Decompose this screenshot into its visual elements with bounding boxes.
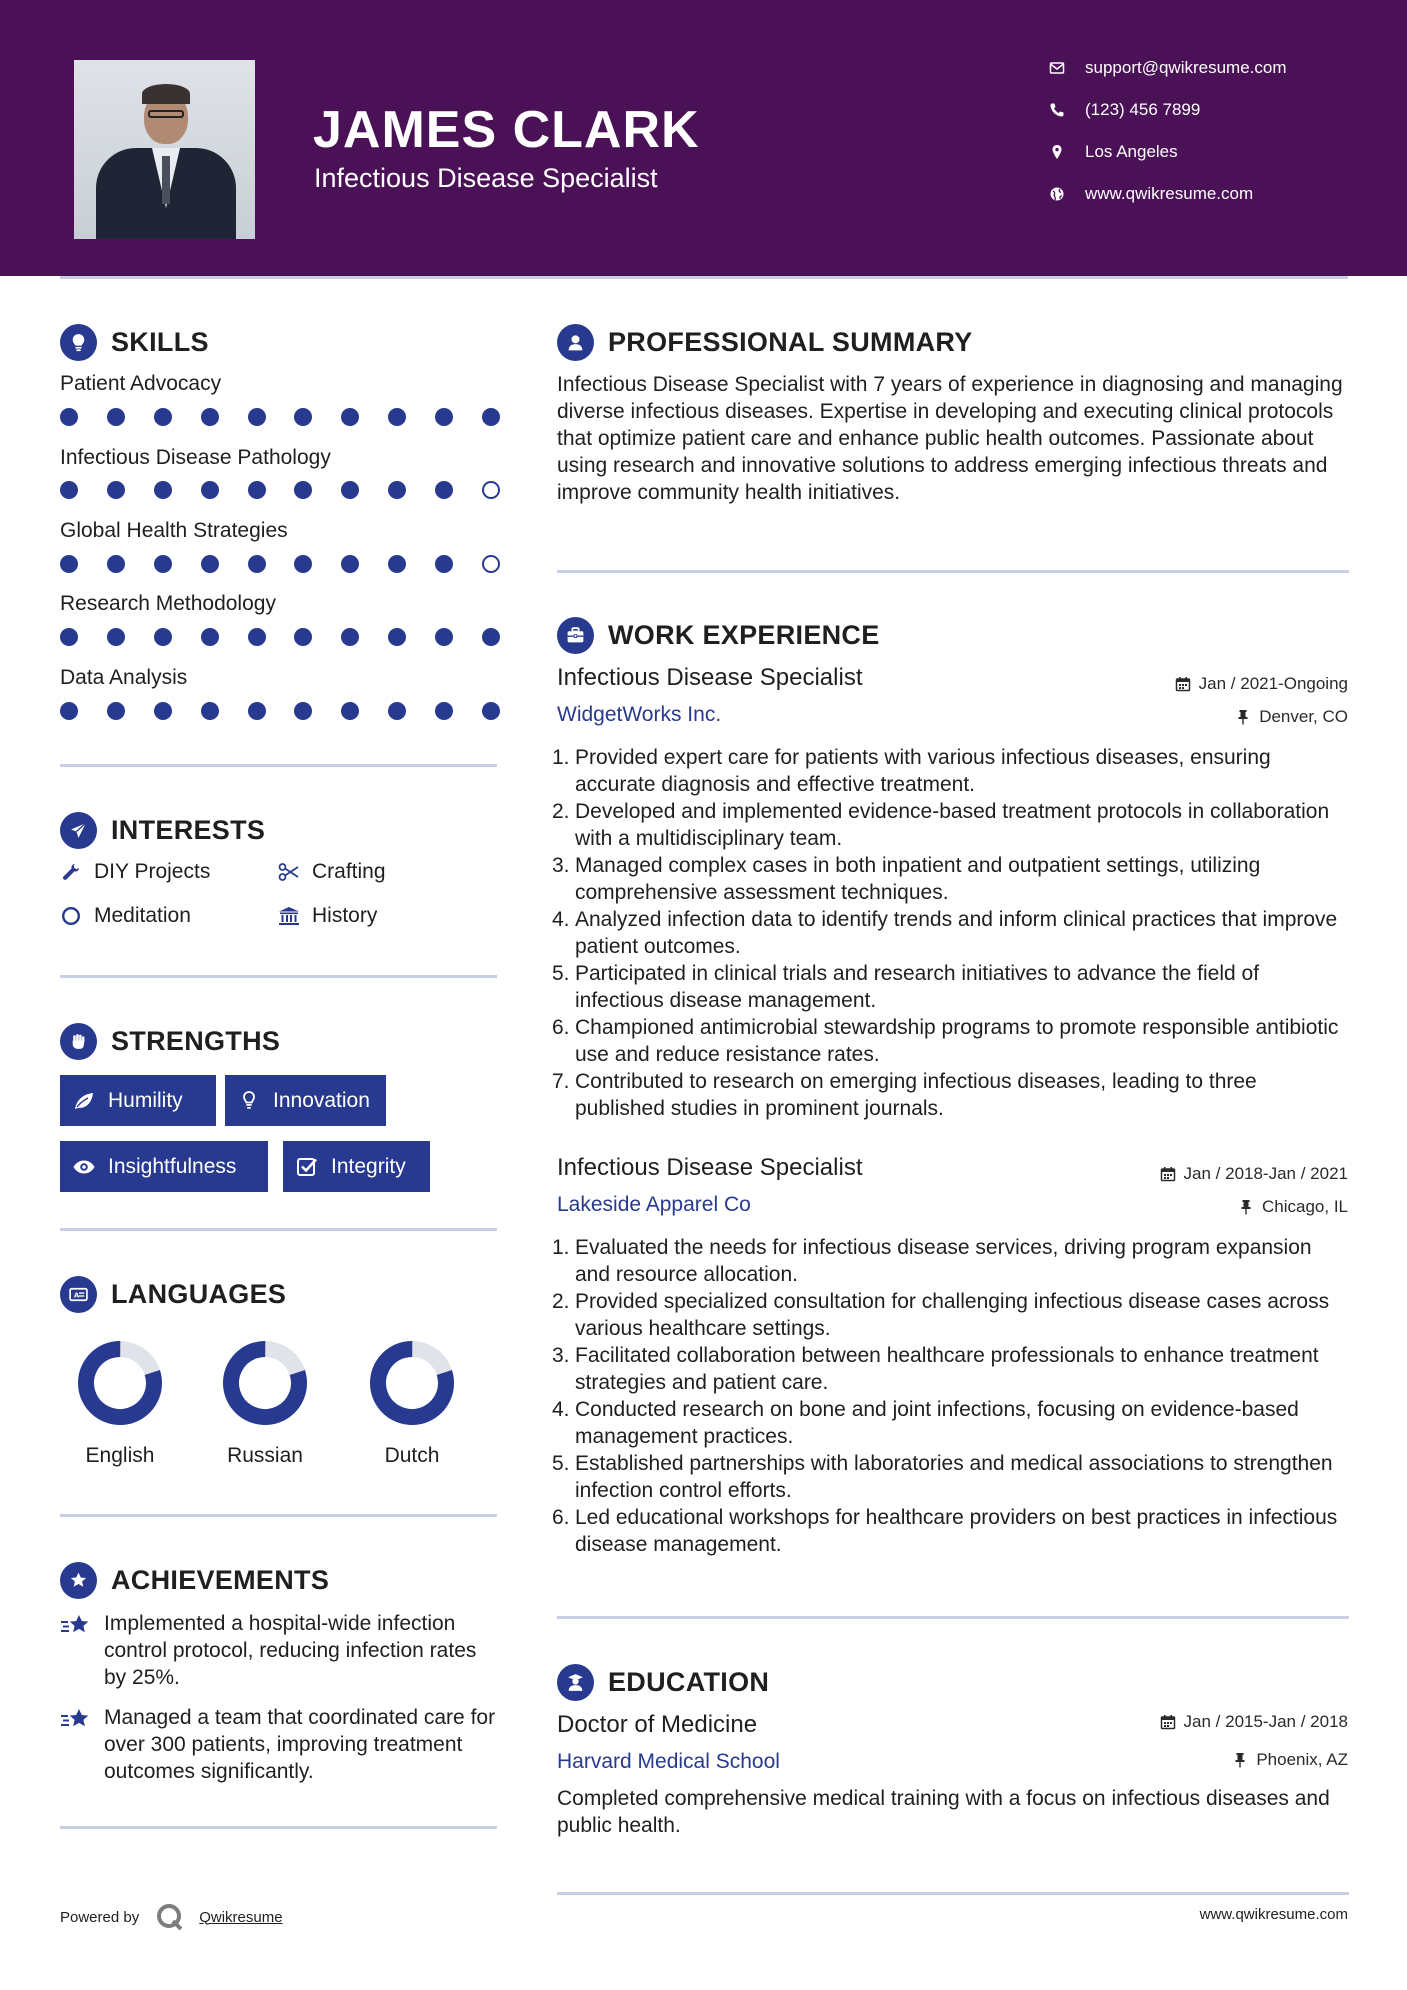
contact-phone-text: (123) 456 7899 — [1085, 100, 1201, 119]
skill-dot-filled — [435, 481, 453, 499]
strengths-title: STRENGTHS — [111, 1026, 281, 1056]
skill-dot-filled — [388, 702, 406, 720]
skills-title: SKILLS — [111, 327, 209, 357]
lightbulb-icon — [237, 1089, 261, 1113]
job-location-text: Denver, CO — [1259, 707, 1348, 726]
language-level-chart — [369, 1340, 455, 1426]
bullet-text: Contributed to research on emerging infectious diseases, leading to three published studies in prominent journals. — [575, 1070, 1257, 1120]
job-title: Infectious Disease Specialist — [557, 664, 863, 691]
map-pin-icon — [1049, 144, 1065, 160]
strength-label: Insightfulness — [108, 1154, 237, 1178]
phone-icon — [1049, 102, 1065, 118]
star-icon — [60, 1612, 92, 1640]
skill-dot-filled — [107, 481, 125, 499]
job-bullet — [552, 1450, 1352, 1504]
svg-text:A: A — [73, 1291, 80, 1300]
strength-label: Humility — [108, 1088, 183, 1112]
job-bullet — [552, 1504, 1352, 1558]
resume-header — [0, 0, 1407, 276]
bullet-number: 4. — [552, 908, 570, 931]
job-bullet — [552, 1068, 1352, 1122]
company-name: WidgetWorks Inc. — [557, 703, 722, 726]
job-bullet — [552, 906, 1352, 960]
paper-plane-icon — [60, 812, 97, 849]
briefcase-icon — [557, 617, 594, 654]
section-divider — [60, 1514, 497, 1517]
job-bullet — [552, 1014, 1352, 1068]
education-description: Completed comprehensive medical training with a focus on infectious diseases and public health. — [557, 1787, 1330, 1837]
strength-tag — [60, 1075, 216, 1126]
bullet-number: 7. — [552, 1070, 570, 1093]
experience-heading — [557, 617, 880, 654]
skill-dot-filled — [435, 702, 453, 720]
pushpin-icon — [1235, 709, 1251, 725]
skill-dot-filled — [201, 555, 219, 573]
language-name: Russian — [227, 1444, 303, 1467]
powered-by-text: Powered by — [60, 1908, 140, 1926]
globe-icon — [1049, 186, 1065, 202]
interest-label: History — [312, 904, 378, 927]
skill-dot-filled — [248, 408, 266, 426]
achievements-title: ACHIEVEMENTS — [111, 1565, 330, 1595]
job-bullet — [552, 1396, 1352, 1450]
skill-dot-filled — [294, 628, 312, 646]
skill-dot-filled — [341, 408, 359, 426]
language-name: Dutch — [384, 1444, 440, 1467]
skill-dot-filled — [154, 555, 172, 573]
skill-name: Infectious Disease Pathology — [60, 446, 331, 469]
job-bullet — [552, 852, 1352, 906]
achievement-text: Implemented a hospital-wide infection control protocol, reducing infection rates by 25%. — [104, 1612, 477, 1689]
contact-location — [1049, 142, 1178, 162]
language-level-chart — [222, 1340, 308, 1426]
strength-tag — [283, 1141, 430, 1192]
job-bullet — [552, 798, 1352, 852]
skill-dot-empty — [482, 555, 500, 573]
skill-dot-filled — [107, 702, 125, 720]
interest-item — [278, 904, 377, 928]
degree-title: Doctor of Medicine — [557, 1711, 758, 1738]
section-divider — [60, 764, 497, 767]
skill-dot-filled — [248, 628, 266, 646]
skill-dot-filled — [435, 628, 453, 646]
calendar-icon — [1160, 1714, 1176, 1730]
bullet-text: Analyzed infection data to identify trends and inform clinical practices that improve patient outcomes. — [575, 908, 1338, 958]
language-level-fill — [369, 1340, 455, 1426]
skill-rating — [60, 702, 500, 722]
footer-powered-by — [60, 1902, 283, 1932]
bullet-text: Led educational workshops for healthcare providers on best practices in infectious disease management. — [575, 1506, 1338, 1556]
skill-dot-filled — [201, 481, 219, 499]
job-location — [1235, 707, 1348, 727]
education-location — [1232, 1750, 1348, 1770]
interest-item — [60, 860, 210, 884]
bullet-number: 6. — [552, 1506, 570, 1529]
candidate-name: JAMES CLARK — [313, 101, 700, 159]
skill-dot-filled — [341, 702, 359, 720]
skill-rating — [60, 408, 500, 428]
skill-dot-filled — [60, 481, 78, 499]
education-dates — [1160, 1712, 1348, 1732]
school-name: Harvard Medical School — [557, 1750, 780, 1773]
skill-dot-filled — [60, 702, 78, 720]
interest-item — [278, 860, 386, 884]
job-bullet — [552, 1342, 1352, 1396]
section-divider — [557, 570, 1349, 573]
museum-icon — [278, 905, 300, 927]
skill-dot-filled — [60, 628, 78, 646]
skill-dot-filled — [435, 408, 453, 426]
job-bullet — [552, 960, 1352, 1014]
skill-name: Data Analysis — [60, 666, 188, 689]
job-bullet — [552, 1288, 1352, 1342]
skill-dot-filled — [294, 555, 312, 573]
bullet-number: 3. — [552, 1344, 570, 1367]
skill-dot-filled — [482, 408, 500, 426]
bullet-text: Conducted research on bone and joint infections, focusing on evidence-based management practices. — [575, 1398, 1299, 1448]
bullet-number: 5. — [552, 962, 570, 985]
skill-dot-filled — [154, 481, 172, 499]
job-bullets — [552, 1234, 1352, 1558]
bullet-text: Provided specialized consultation for challenging infectious disease cases across various healthcare settings. — [575, 1290, 1330, 1340]
skill-dot-filled — [107, 628, 125, 646]
skill-name: Global Health Strategies — [60, 519, 288, 542]
bullet-number: 5. — [552, 1452, 570, 1475]
eye-icon — [72, 1155, 96, 1179]
skill-dot-filled — [435, 555, 453, 573]
footer-url[interactable]: www.qwikresume.com — [1199, 1906, 1348, 1923]
interest-item — [60, 904, 191, 928]
section-divider — [557, 1616, 1349, 1619]
bullet-text: Participated in clinical trials and research initiatives to advance the field of infectious disease management. — [575, 962, 1260, 1012]
job-title: Infectious Disease Specialist — [557, 1154, 863, 1181]
interest-label: Meditation — [94, 904, 191, 927]
interest-label: Crafting — [312, 860, 386, 883]
education-title: EDUCATION — [608, 1667, 770, 1697]
skill-dot-filled — [341, 481, 359, 499]
strength-tag — [60, 1141, 268, 1192]
skill-dot-filled — [201, 702, 219, 720]
section-divider — [557, 1892, 1349, 1895]
candidate-role: Infectious Disease Specialist — [314, 163, 658, 193]
skill-dot-filled — [482, 628, 500, 646]
skill-dot-filled — [248, 702, 266, 720]
skill-dot-filled — [154, 408, 172, 426]
contact-website[interactable] — [1049, 184, 1253, 204]
interest-label: DIY Projects — [94, 860, 211, 883]
strength-label: Integrity — [331, 1154, 406, 1178]
contact-location-text: Los Angeles — [1085, 142, 1178, 161]
job-dates-text: Jan / 2018-Jan / 2021 — [1183, 1164, 1348, 1183]
job-bullets — [552, 744, 1352, 1122]
achievement-item — [60, 1610, 500, 1691]
language-icon — [60, 1276, 97, 1313]
education-dates-text: Jan / 2015-Jan / 2018 — [1183, 1712, 1348, 1731]
skill-dot-empty — [482, 481, 500, 499]
pushpin-icon — [1232, 1752, 1248, 1768]
contact-email-text: support@qwikresume.com — [1085, 58, 1287, 77]
qwikresume-link[interactable]: Qwikresume — [199, 1908, 283, 1926]
bullet-text: Championed antimicrobial stewardship programs to promote responsible antibiotic use and reduce resistance rates. — [575, 1016, 1339, 1066]
interests-heading — [60, 812, 265, 849]
profile-photo — [74, 60, 255, 239]
bullet-number: 4. — [552, 1398, 570, 1421]
bullet-number: 1. — [552, 1236, 570, 1259]
lightbulb-icon — [60, 324, 97, 361]
bullet-text: Managed complex cases in both inpatient and outpatient settings, utilizing comprehensive assessment techniques. — [575, 854, 1261, 904]
leaf-icon — [72, 1089, 96, 1113]
calendar-icon — [1175, 676, 1191, 692]
contact-phone[interactable] — [1049, 100, 1200, 120]
user-icon — [557, 324, 594, 361]
job-dates — [1160, 1164, 1348, 1184]
interests-title: INTERESTS — [111, 815, 266, 845]
job-location — [1238, 1197, 1348, 1217]
language-name: English — [85, 1444, 155, 1467]
skill-dot-filled — [294, 481, 312, 499]
qwikresume-logo-icon — [155, 1902, 185, 1932]
check-square-icon — [295, 1155, 319, 1179]
skill-rating — [60, 628, 500, 648]
bullet-text: Established partnerships with laboratories and medical associations to strengthen infection control efforts. — [575, 1452, 1333, 1502]
strength-tag — [225, 1075, 386, 1126]
skill-dot-filled — [201, 408, 219, 426]
achievements-heading — [60, 1562, 329, 1599]
skill-name: Patient Advocacy — [60, 372, 222, 395]
education-location-text: Phoenix, AZ — [1256, 1750, 1348, 1769]
scissors-icon — [278, 861, 300, 883]
star-badge-icon — [60, 1562, 97, 1599]
skill-dot-filled — [388, 481, 406, 499]
experience-title: WORK EXPERIENCE — [608, 620, 880, 650]
strengths-heading — [60, 1023, 280, 1060]
summary-heading — [557, 324, 973, 361]
company-name: Lakeside Apparel Co — [557, 1193, 751, 1216]
summary-title: PROFESSIONAL SUMMARY — [608, 327, 973, 357]
skill-dot-filled — [60, 408, 78, 426]
pushpin-icon — [1238, 1199, 1254, 1215]
bullet-number: 3. — [552, 854, 570, 877]
header-divider — [60, 276, 1348, 279]
summary-text: Infectious Disease Specialist with 7 years of experience in diagnosing and managing diverse infectious diseases. Expertise in developing and executing clinical protocols that optimize patient care and enhance public health outcomes. Passionate about using research and innovative solutions to address emerging infectious threats and improve community health initiatives. — [557, 373, 1343, 504]
bullet-text: Evaluated the needs for infectious disease services, driving program expansion and resource allocation. — [575, 1236, 1312, 1286]
bullet-number: 1. — [552, 746, 570, 769]
bullet-text: Facilitated collaboration between healthcare professionals to enhance treatment strategies and patient care. — [575, 1344, 1319, 1394]
skill-dot-filled — [248, 555, 266, 573]
contact-email[interactable] — [1049, 58, 1287, 78]
skill-rating — [60, 481, 500, 501]
skill-dot-filled — [482, 702, 500, 720]
skill-dot-filled — [248, 481, 266, 499]
skill-dot-filled — [60, 555, 78, 573]
language-level-chart — [77, 1340, 163, 1426]
languages-heading — [60, 1276, 286, 1313]
skill-dot-filled — [341, 628, 359, 646]
skill-dot-filled — [154, 702, 172, 720]
skill-dot-filled — [294, 702, 312, 720]
languages-title: LANGUAGES — [111, 1279, 287, 1309]
wrench-icon — [60, 861, 82, 883]
bullet-number: 2. — [552, 800, 570, 823]
skills-heading — [60, 324, 209, 361]
skill-dot-filled — [388, 408, 406, 426]
envelope-icon — [1049, 60, 1065, 76]
job-bullet — [552, 744, 1352, 798]
skill-dot-filled — [107, 408, 125, 426]
job-dates-text: Jan / 2021-Ongoing — [1198, 674, 1348, 693]
section-divider — [60, 1826, 497, 1829]
achievement-text: Managed a team that coordinated care for over 300 patients, improving treatment outcomes significantly. — [104, 1706, 496, 1783]
job-dates — [1175, 674, 1348, 694]
skill-dot-filled — [294, 408, 312, 426]
skill-dot-filled — [388, 555, 406, 573]
section-divider — [60, 975, 497, 978]
education-heading — [557, 1664, 769, 1701]
bullet-text: Developed and implemented evidence-based treatment protocols in collaboration with a multidisciplinary team. — [575, 800, 1330, 850]
skill-rating — [60, 555, 500, 575]
job-bullet — [552, 1234, 1352, 1288]
strength-label: Innovation — [273, 1088, 370, 1112]
star-icon — [60, 1706, 92, 1734]
job-location-text: Chicago, IL — [1262, 1197, 1348, 1216]
skill-dot-filled — [154, 628, 172, 646]
fist-icon — [60, 1023, 97, 1060]
skill-name: Research Methodology — [60, 592, 276, 615]
bullet-text: Provided expert care for patients with various infectious diseases, ensuring accurate diagnosis and effective treatment. — [575, 746, 1271, 796]
skill-dot-filled — [388, 628, 406, 646]
bullet-number: 2. — [552, 1290, 570, 1313]
calendar-icon — [1160, 1166, 1176, 1182]
graduate-icon — [557, 1664, 594, 1701]
bullet-number: 6. — [552, 1016, 570, 1039]
skill-dot-filled — [341, 555, 359, 573]
section-divider — [60, 1228, 497, 1231]
language-level-fill — [77, 1340, 163, 1426]
circle-icon — [60, 905, 82, 927]
skill-dot-filled — [201, 628, 219, 646]
skill-dot-filled — [107, 555, 125, 573]
language-level-fill — [222, 1340, 308, 1426]
contact-website-text: www.qwikresume.com — [1085, 184, 1254, 203]
achievement-item — [60, 1704, 500, 1785]
